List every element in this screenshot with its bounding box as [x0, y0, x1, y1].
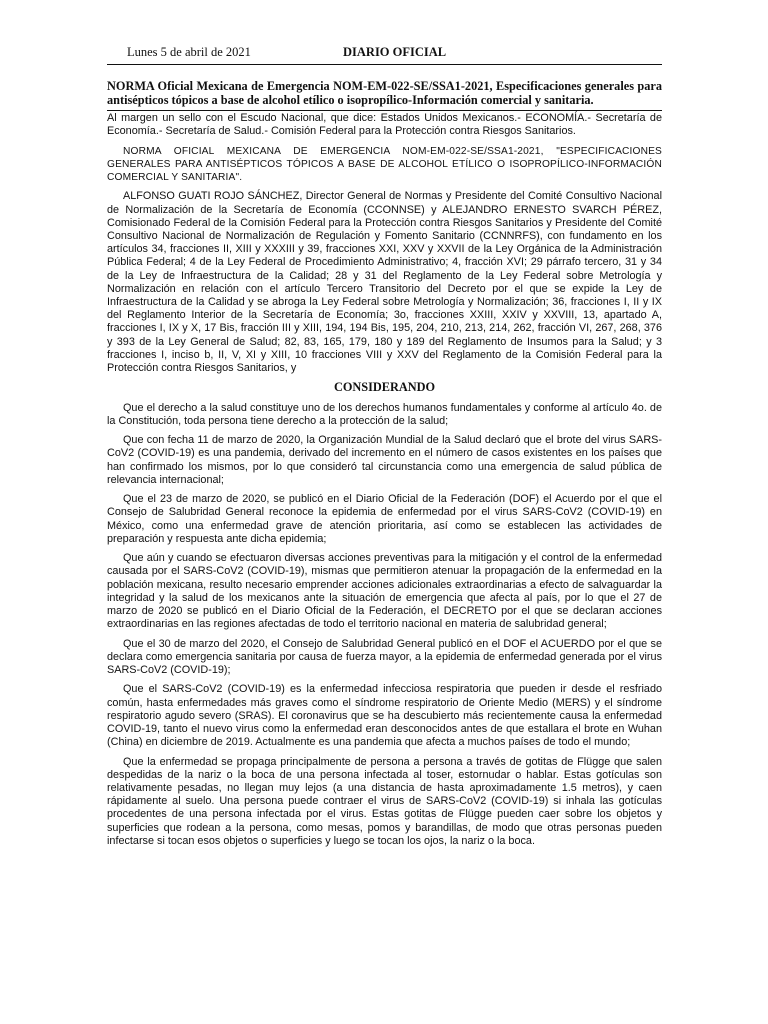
- margin-note: Al margen un sello con el Escudo Nacional, que dice: Estados Unidos Mexicanos.- ECONOMÍA.- Secretaría de Economía.- Secretaría de Salud.- Comisión Federal para la Protección contra Riesgos Sanitarios.: [107, 112, 662, 138]
- header-date: Lunes 5 de abril de 2021: [127, 45, 251, 59]
- document-title: NORMA Oficial Mexicana de Emergencia NOM-EM-022-SE/SSA1-2021, Especificaciones generales para antisépticos tópicos a base de alcohol etílico o isopropílico-Información comercial y sanitaria.: [107, 79, 662, 111]
- considerando-paragraph-3: Que el 23 de marzo de 2020, se publicó en el Diario Oficial de la Federación (DOF) el Acuerdo por el que el Consejo de Salubridad General reconoce la epidemia de enfermedad por el virus SARS-CoV2 (COVID-19) en México, como una enfermedad grave de atención prioritaria, así como se establecen las actividades de preparación y respuesta ante dicha epidemia;: [107, 493, 662, 545]
- page-header: [107, 44, 662, 65]
- preamble-paragraph: ALFONSO GUATI ROJO SÁNCHEZ, Director General de Normas y Presidente del Comité Consultivo Nacional de Normalización de la Secretaría de Economía (CCONNSE) y ALEJANDRO ERNESTO SVARCH PÉREZ, Comisionado Federal de la Comisión Federal para la Protección contra Riesgos Sanitarios y Presidente del Comité Consultivo Nacional de Normalización de Regulación y Fomento Sanitario (CCNNRFS), con fundamento en los artículos 34, fracciones II, XIII y XXXIII y 39, fracciones XXI, XXV y XXVII de la Ley Orgánica de la Administración Pública Federal; 4 de la Ley Federal de Procedimiento Administrativo; 4, fracción XVI; 29 párrafo tercero, 31 y 34 de la Ley de Infraestructura de la Calidad; 28 y 31 del Reglamento de la Ley Federal sobre Metrología y Normalización en relación con el artículo Tercero Transitorio del Decreto por el que se expide la Ley de Infraestructura de la Calidad y se abroga la Ley Federal sobre Metrología y Normalización; 36, fracciones I, II y IX del Reglamento Interior de la Secretaría de Economía; 3o, fracciones XXIII, XXIV y XXVIII, 13, apartado A, fracciones I, IX y X, 17 Bis, fracción III y XIII, 194, 194 Bis, 195, 204, 210, 213, 214, 262, fracción VI, 267, 268, 376 y 393 de la Ley General de Salud; 82, 83, 165, 179, 180 y 189 del Reglamento de Insumos para la Salud; y 3 fracciones I, inciso b, II, V, XI y XIII, 10 fracciones VIII y XXV del Reglamento de la Comisión Federal para la Protección contra Riesgos Sanitarios, y: [107, 190, 662, 375]
- document-body: [107, 112, 662, 854]
- header-journal-name: DIARIO OFICIAL: [343, 45, 447, 59]
- considerando-paragraph-6: Que el SARS-CoV2 (COVID-19) es la enfermedad infecciosa respiratoria que pueden ir desde el resfriado común, hasta enfermedades más graves como el síndrome respiratorio de Oriente Medio (MERS) y el síndrome respiratorio agudo severo (SRAS). El coronavirus que se ha descubierto más recientemente causa la enfermedad COVID-19, tanto el nuevo virus como la enfermedad eran desconocidos antes de que estallara el brote en Wuhan (China) en diciembre de 2019. Actualmente es una pandemia que afecta a muchos países de todo el mundo;: [107, 683, 662, 749]
- norma-caption: NORMA OFICIAL MEXICANA DE EMERGENCIA NOM-EM-022-SE/SSA1-2021, "ESPECIFICACIONES GENERALES PARA ANTISÉPTICOS TÓPICOS A BASE DE ALCOHOL ETÍLICO O ISOPROPÍLICO-INFORMACIÓN COMERCIAL Y SANITARIA".: [107, 145, 662, 183]
- considerando-heading: CONSIDERANDO: [333, 380, 436, 395]
- considerando-paragraph-7: Que la enfermedad se propaga principalmente de persona a persona a través de gotitas de Flügge que salen despedidas de la nariz o la boca de una persona infectada al toser, estornudar o hablar. Estas gotículas son relativamente pesadas, no llegan muy lejos (a una distancia de hasta aproximadamente 1.5 metros), y caen rápidamente al suelo. Una persona puede contraer el virus de SARS-CoV2 (COVID-19) si inhala las gotículas procedentes de una persona infectada por el virus. Estas gotitas de Flügge pueden caer sobre los objetos y superficies que rodean a la persona, como mesas, pomos y barandillas, de modo que otras personas pueden infectarse si tocan esos objetos o superficies y luego se tocan los ojos, la nariz o la boca.: [107, 755, 662, 847]
- considerando-paragraph-4: Que aún y cuando se efectuaron diversas acciones preventivas para la mitigación y el control de la enfermedad causada por el SARS-CoV2 (COVID-19), mismas que permitieron atenuar la propagación de la enfermedad en la población mexicana, resulto necesario emprender acciones adicionales extraordinarias a efecto de salvaguardar la integridad y la salud de los mexicanos ante la situación de emergencia que afecta al país, por lo que el 27 de marzo de 2020 se publicó en el Diario Oficial de la Federación, el DECRETO por el que se declaran acciones extraordinarias en las regiones afectadas de todo el territorio nacional en materia de salubridad general;: [107, 552, 662, 631]
- considerando-paragraph-5: Que el 30 de marzo del 2020, el Consejo de Salubridad General publicó en el DOF el ACUERDO por el que se declara como emergencia sanitaria por causa de fuerza mayor, a la epidemia de enfermedad generada por el virus SARS-CoV2 (COVID-19);: [107, 637, 662, 677]
- considerando-paragraph-2: Que con fecha 11 de marzo de 2020, la Organización Mundial de la Salud declaró que el brote del virus SARS-CoV2 (COVID-19) es una pandemia, derivado del incremento en el número de casos existentes en los países que han confirmado los mismos, por lo que consideró tal circunstancia como una emergencia de salud pública de relevancia internacional;: [107, 434, 662, 486]
- considerando-paragraph-1: Que el derecho a la salud constituye uno de los derechos humanos fundamentales y conforme al artículo 4o. de la Constitución, toda persona tiene derecho a la protección de la salud;: [107, 401, 662, 427]
